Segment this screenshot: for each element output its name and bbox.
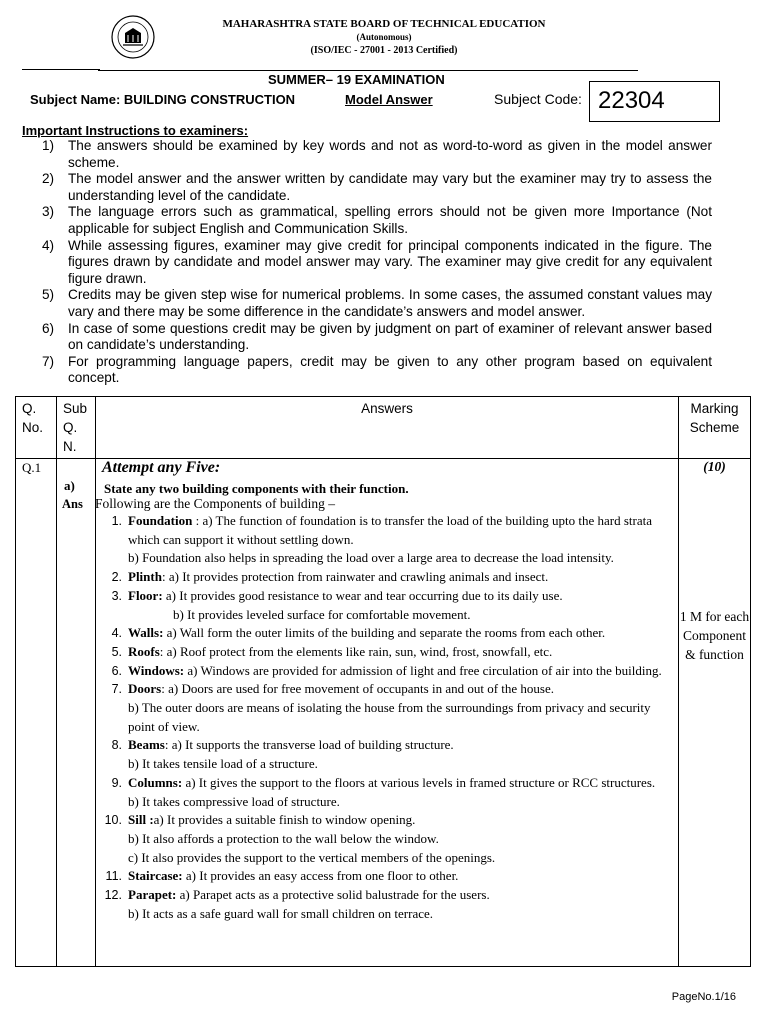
component-text: a) Parapet acts as a protective solid balustrade for the users. bbox=[179, 887, 490, 903]
component-term: Walls: bbox=[128, 625, 164, 641]
component-text: a) It supports the transverse load of building structure. bbox=[171, 737, 454, 753]
component-number: 2. bbox=[111, 570, 122, 585]
component-term: Floor: bbox=[128, 587, 163, 603]
component-separator: : bbox=[161, 569, 169, 585]
component-body bbox=[98, 849, 678, 868]
component-term: Roofs bbox=[128, 643, 160, 659]
table-col-border bbox=[15, 396, 16, 967]
header-rule-1 bbox=[22, 69, 100, 70]
component-item bbox=[98, 755, 678, 774]
component-item bbox=[98, 624, 678, 643]
header-sub-q: Sub Q. N. bbox=[63, 401, 88, 454]
component-number: 12. bbox=[104, 888, 122, 903]
component-text: a) It gives the support to the floors at various levels in framed structure or RCC structures. bbox=[185, 774, 656, 790]
component-item bbox=[98, 867, 678, 886]
attempt-heading: Attempt any Five: bbox=[102, 459, 221, 476]
component-term: Foundation bbox=[128, 513, 193, 528]
model-answer-label: Model Answer bbox=[345, 92, 433, 107]
autonomous-label: (Autonomous) bbox=[356, 32, 412, 42]
ans-label: Ans bbox=[62, 497, 83, 511]
component-body bbox=[98, 755, 678, 774]
component-body bbox=[98, 680, 678, 699]
answer-intro: Following are the Components of building – bbox=[95, 496, 335, 511]
component-body bbox=[98, 793, 678, 812]
iso-certification: (ISO/IEC - 27001 - 2013 Certified) bbox=[310, 45, 458, 56]
component-number: 7. bbox=[111, 682, 122, 697]
instruction-item: 1) The answers should be examined by key words and not as word-to-word as given in the model answer scheme. bbox=[42, 138, 712, 170]
component-body bbox=[98, 886, 678, 905]
component-separator: : bbox=[159, 643, 167, 659]
component-item bbox=[98, 736, 678, 755]
header-answers: Answers bbox=[361, 401, 413, 416]
component-separator: : bbox=[161, 681, 169, 697]
component-number: 6. bbox=[111, 663, 122, 678]
component-term: Plinth bbox=[128, 569, 162, 585]
instructions-list bbox=[22, 138, 712, 387]
component-item bbox=[98, 811, 678, 830]
table-col-border bbox=[750, 396, 751, 967]
component-term: Parapet: bbox=[128, 887, 177, 903]
component-body bbox=[98, 549, 678, 568]
component-number: 10. bbox=[104, 813, 122, 828]
component-term: Staircase: bbox=[128, 868, 183, 884]
component-text: a) It provides good resistance to wear and tear occurring due to its daily use. bbox=[165, 587, 563, 603]
component-item bbox=[98, 643, 678, 662]
component-text: b) It takes tensile load of a structure. bbox=[128, 756, 318, 772]
component-body bbox=[98, 830, 678, 849]
component-item bbox=[98, 905, 678, 924]
component-item bbox=[98, 849, 678, 868]
component-number: 8. bbox=[111, 738, 122, 753]
component-body bbox=[98, 867, 678, 886]
component-body bbox=[98, 643, 678, 662]
component-text: a) It provides protection from rainwater and crawling animals and insect. bbox=[168, 569, 549, 585]
instruction-item: 6) In case of some questions credit may be given by judgment on part of examiner of relevant answer based on candidate’s understanding. bbox=[42, 320, 712, 353]
component-term: Beams bbox=[128, 737, 165, 753]
instruction-item: 2) The model answer and the answer written by candidate may vary but the examiner may try to assess the understanding level of the candidate. bbox=[42, 171, 712, 203]
component-text: c) It also provides the support to the vertical members of the openings. bbox=[128, 849, 496, 865]
component-number: 1. bbox=[111, 514, 122, 528]
component-text: b) It also affords a protection to the wall below the window. bbox=[128, 830, 439, 846]
component-text: b) It takes compressive load of structure. bbox=[128, 793, 340, 809]
component-text: a) Doors are used for free movement of occupants in and out of the house. bbox=[168, 681, 554, 697]
question-text: State any two building components with their function. bbox=[104, 481, 409, 496]
attempt-marks: (10) bbox=[703, 459, 726, 474]
component-body bbox=[98, 736, 678, 755]
instruction-item: 7) For programming language papers, credit may be given to any other program based on equivalent concept. bbox=[42, 353, 712, 386]
component-number: 9. bbox=[111, 775, 122, 790]
component-body bbox=[98, 512, 678, 549]
component-number: 4. bbox=[111, 626, 122, 641]
question-number: Q.1 bbox=[22, 460, 42, 475]
components-list bbox=[98, 512, 678, 923]
component-body bbox=[98, 905, 678, 924]
exam-title: SUMMER– 19 EXAMINATION bbox=[268, 72, 445, 87]
component-body bbox=[98, 587, 678, 606]
component-text: a) Wall form the outer limits of the building and separate the rooms from each other. bbox=[166, 625, 606, 641]
component-body bbox=[98, 568, 678, 587]
component-term: Windows: bbox=[128, 662, 185, 678]
component-separator: : bbox=[192, 513, 203, 528]
instruction-item: 3) The language errors such as grammatical, spelling errors should not be given more Importance (Not applicable for subject English and Communication Skills. bbox=[42, 204, 712, 236]
subject-name: Subject Name: BUILDING CONSTRUCTION bbox=[30, 92, 296, 107]
component-text: a) It provides an easy access from one floor to other. bbox=[185, 868, 459, 884]
component-text: b) It provides leveled surface for comfortable movement. bbox=[173, 606, 471, 622]
marking-note: 1 M for each Component & function bbox=[679, 609, 750, 662]
component-term: Doors bbox=[128, 681, 162, 697]
component-text: a) Roof protect from the elements like rain, sun, wind, frost, snowfall, etc. bbox=[166, 643, 553, 659]
table-col-border bbox=[56, 396, 57, 967]
component-separator: : bbox=[164, 737, 172, 753]
component-body bbox=[98, 699, 678, 736]
table-bottom-border bbox=[15, 966, 751, 967]
component-item bbox=[98, 606, 678, 625]
subject-code-value: 22304 bbox=[598, 87, 665, 114]
header-q-no: Q. No. bbox=[22, 401, 44, 435]
page-number: PageNo.1/16 bbox=[671, 991, 736, 1003]
component-number: 5. bbox=[111, 644, 122, 659]
component-text: a) Windows are provided for admission of light and free circulation of air into the building. bbox=[187, 662, 662, 678]
component-term: Columns: bbox=[128, 774, 183, 790]
header-marking-scheme: Marking Scheme bbox=[689, 401, 740, 435]
component-body bbox=[98, 811, 678, 830]
component-text: a) It provides a suitable finish to window opening. bbox=[153, 812, 416, 828]
component-item bbox=[98, 680, 678, 699]
component-item bbox=[98, 549, 678, 568]
board-name: MAHARASHTRA STATE BOARD OF TECHNICAL EDUCATION bbox=[222, 18, 546, 30]
component-body bbox=[98, 624, 678, 643]
table-top-border bbox=[15, 396, 751, 397]
instruction-item: 4) While assessing figures, examiner may give credit for principal components indicated in the figure. The figures drawn by candidate and model answer may vary. The examiner may give credit for any equivalent figure drawn. bbox=[42, 237, 712, 286]
instructions-title: Important Instructions to examiners: bbox=[22, 123, 249, 138]
component-text: b) Foundation also helps in spreading the load over a large area to decrease the load intensity. bbox=[128, 550, 614, 566]
component-item bbox=[98, 830, 678, 849]
table-col-border bbox=[95, 396, 96, 967]
header-rule-2 bbox=[98, 70, 638, 71]
component-term: Sill : bbox=[128, 812, 154, 828]
component-number: 3. bbox=[111, 588, 122, 603]
component-item bbox=[98, 512, 678, 549]
component-text: b) The outer doors are means of isolating the house from the surroundings from privacy and security point of view. bbox=[128, 700, 651, 734]
component-body bbox=[98, 774, 678, 793]
component-text: b) It acts as a safe guard wall for small children on terrace. bbox=[128, 905, 434, 921]
table-col-border bbox=[678, 396, 679, 967]
instruction-item: 5) Credits may be given step wise for numerical problems. In some cases, the assumed constant values may vary and there may be some difference in the candidate’s answers and model answer. bbox=[42, 287, 712, 319]
sub-question: a) bbox=[64, 478, 75, 493]
component-number: 11. bbox=[105, 869, 122, 884]
component-item bbox=[98, 662, 678, 681]
subject-code-label: Subject Code: bbox=[494, 91, 582, 107]
component-item bbox=[98, 774, 678, 793]
component-body bbox=[98, 662, 678, 681]
component-item bbox=[98, 886, 678, 905]
component-item bbox=[98, 587, 678, 606]
component-item bbox=[98, 793, 678, 812]
component-item bbox=[98, 568, 678, 587]
component-body bbox=[98, 606, 678, 625]
component-text: a) The function of foundation is to transfer the load of the building upto the hard strata which can support it without settling down. bbox=[128, 513, 653, 547]
component-item bbox=[98, 699, 678, 736]
